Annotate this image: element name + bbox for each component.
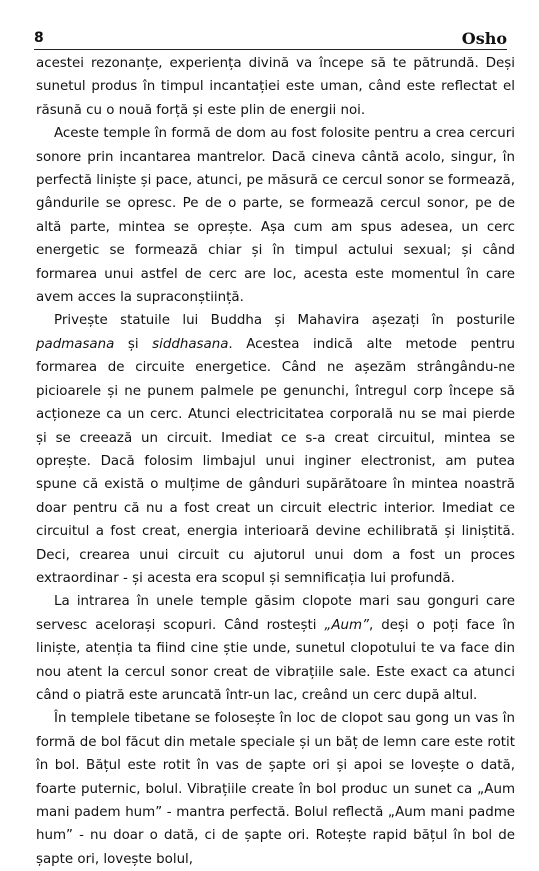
running-title: Osho [461,29,507,48]
paragraph-3-text-c: și [114,336,153,352]
paragraph-5: În templele tibetane se folosește în loc de clopot sau gong un vas în formă de bol făcut din metale speciale și un băț de lemn care este rotit în bol. Bățul este rotit în vas de șapte ori și apoi se lovește o dată, foarte puternic, bolul. Vibrațiile create în bol produc un sunet ca „Aum mani padem hum” - mantra perfectă. Bolul reflectă „Aum mani padme hum” - nu doar o dată, ci de șapte ori. Rotește rapid bățul în bol de șapte ori, lovește bolul, [36,711,515,867]
page-header [34,30,507,52]
term-siddhasana: siddhasana [152,336,229,352]
paragraph-3-text-a: Privește statuile lui Buddha și Mahavira așezați în posturile [54,313,515,329]
header-rule [34,49,507,50]
paragraph-1: acestei rezonanțe, experiența divină va începe să te pătrundă. Deși sunetul produs în timpul incantației este uman, când este reflectat el răsună cu o nouă forță și este plin de energii noi. [36,56,515,118]
term-padmasana: padmasana [36,336,115,352]
term-aum: „Aum” [324,617,369,633]
paragraph-4 [36,590,515,707]
paragraph-4-text-c: , deși o poți face în liniște, atenția ta fiind cine știe unde, sunetul clopotului te va face din nou atent la cercul sonor creat de vibrațiile sale. Este exact ca atunci când o piatră este aruncată într-un lac, creând un cerc după altul. [36,617,515,703]
paragraph-3 [36,309,515,590]
paragraph-2: Aceste temple în formă de dom au fost folosite pentru a crea cercuri sonore prin incantarea mantrelor. Dacă cineva cântă acolo, singur, în perfectă liniște și pace, atunci, pe măsură ce cercul sonor se formează, gândurile se opresc. Pe de o parte, se formează cercul sonor, pe de altă parte, mintea se oprește. Așa cum am spus adesea, un cerc energetic se formează chiar și în timpul actului sexual; și când formarea unui astfel de cerc are loc, acesta este momentul în care avem acces la supraconștiință. [36,126,515,306]
page-number: 8 [34,30,44,46]
paragraph-3-text-e: . Acestea indică alte metode pentru formarea de circuite energetice. Când ne așezăm strângându-ne picioarele și ne punem palmele pe genunchi, întregul corp începe să acționeze ca un cerc. Atunci electricitatea corporală nu se mai pierde și se creează un circuit. Imediat ce s-a creat circuitul, mintea se oprește. Dacă folosim limbajul unui inginer electronist, am putea spune că există o mulțime de gânduri supărătoare în mintea noastră doar pentru că nu a fost creat un circuit electric interior. Imediat ce circuitul a fost creat, energia interioară devine echilibrată și liniștită. Deci, crearea unui circuit cu ajutorul unui dom a fost un proces extraordinar - și acesta era scopul și semnificația lui profundă. [36,336,515,586]
body-text [36,52,515,871]
paragraph-4-text-a: La intrarea în unele temple găsim clopote mari sau gonguri care servesc acelorași scopuri. Când rostești [36,594,515,633]
